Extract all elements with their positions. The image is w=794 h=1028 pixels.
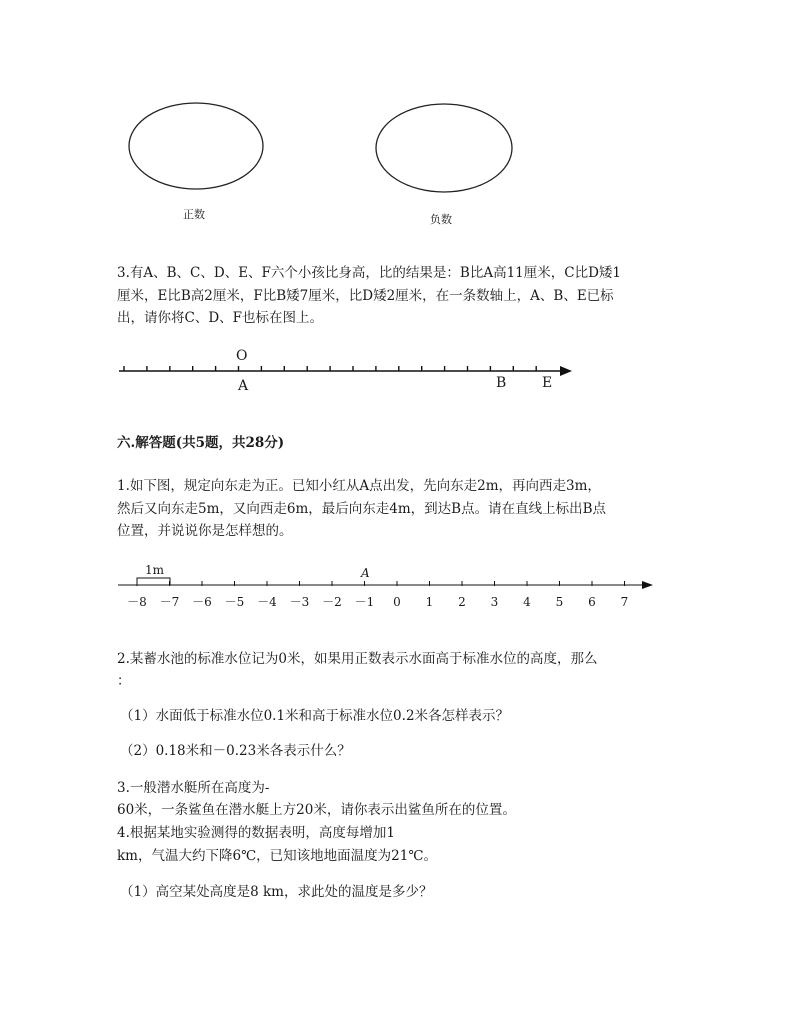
p1-line-2: 然后又向东走5m，又向西走6m，最后向东走4m，到达B点。请在直线上标出B点 [117,501,607,517]
negative-label: 负数 [430,213,452,226]
p4-line-1: 4.根据某地实验测得的数据表明，高度每增加1 [117,825,395,841]
walk-axis-tick-label: －6 [192,595,212,609]
p3-line-1: 3.一般潜水艇所在高度为- [117,780,270,796]
walk-axis-tick-label: 0 [393,595,401,609]
point-a-label: A [361,566,370,580]
p1-line-1: 1.如下图，规定向东走为正。已知小红从A点出发，先向东走2m，再向西走3m， [117,478,601,494]
walk-axis-tick-label: －7 [159,595,180,609]
q3-line-3: 出，请你将C、D、F也标在图上。 [117,310,324,326]
walk-axis-tick-label: －8 [127,595,147,609]
walk-axis-tick-label: 7 [620,595,629,609]
p4-line-2: km，气温大约下降6℃，已知该地地面温度为21℃。 [117,848,437,864]
p3-line-2: 60米，一条鲨鱼在潜水艇上方20米，请你表示出鲨鱼所在的位置。 [117,802,516,818]
height-e-label: E [542,375,553,391]
walk-axis-tick-label: －3 [289,595,310,609]
q3-line-1: 3.有A、B、C、D、E、F六个小孩比身高，比的结果是：B比A高11厘米，C比D矮1 [117,265,622,281]
p2-sub-2: （2）0.18米和－0.23米各表示什么？ [120,743,351,759]
p4-sub-1: （1）高空某处高度是8 km，求此处的温度是多少？ [120,884,433,900]
p2-line-1: 2.某蓄水池的标准水位记为0米，如果用正数表示水面高于标准水位的高度，那么 [117,651,598,667]
positive-label: 正数 [183,208,205,221]
section-6-title: 六.解答题(共5题，共28分) [117,435,285,451]
height-a-label: A [238,378,249,394]
walk-axis-tick-label: 2 [458,595,466,609]
walk-axis-tick-label: －4 [257,595,277,609]
walk-axis-tick-label: 4 [523,595,531,609]
walk-axis-tick-label: 1 [425,595,434,609]
walk-axis-tick-label: 5 [555,595,564,609]
walk-axis-tick-label: 6 [588,595,596,609]
height-origin-label: O [236,348,248,364]
walk-axis-tick-label: 3 [490,595,499,609]
height-b-label: B [496,375,507,391]
p1-line-3: 位置，并说说你是怎样想的。 [117,523,293,539]
walk-axis-tick-label: －2 [322,595,342,609]
walk-axis-tick-label: －5 [224,595,245,609]
walk-axis-tick-label: －1 [354,595,375,609]
unit-bracket [137,578,170,585]
p2-sub-1: （1）水面低于标准水位0.1米和高于标准水位0.2米各怎样表示？ [120,708,510,724]
unit-label: 1m [145,563,165,577]
q3-line-2: 厘米，E比B高2厘米，F比B矮7厘米，比D矮2厘米，在一条数轴上，A、B、E已标 [117,288,614,304]
walk-axis-arrow [642,581,653,589]
p2-line-2: ： [117,673,131,689]
